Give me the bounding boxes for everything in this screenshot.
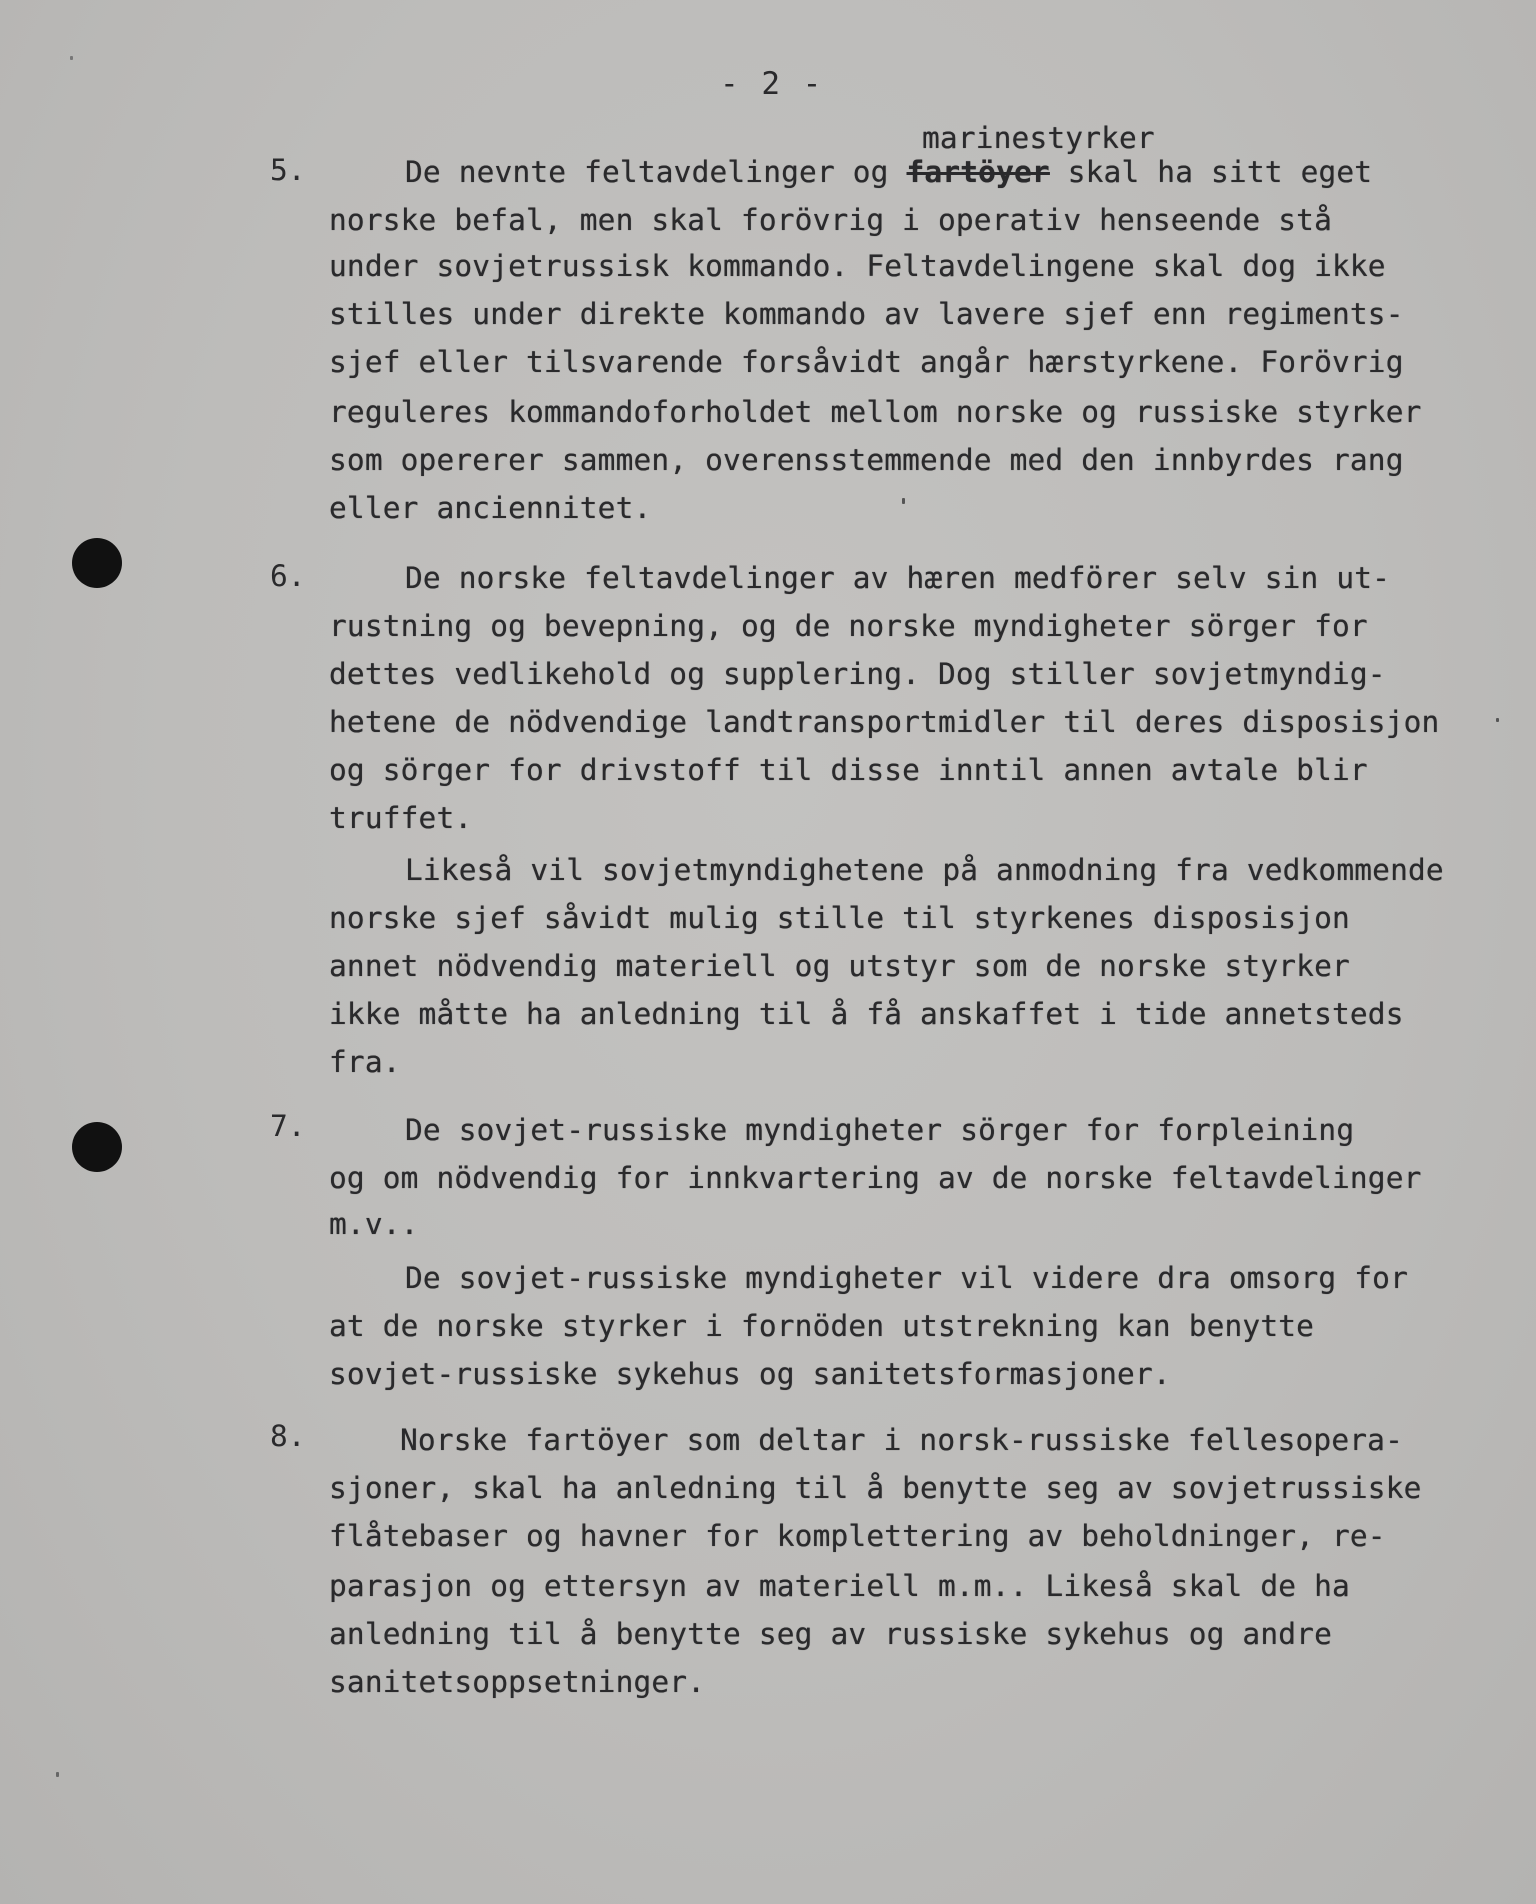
paragraph-number-6: 6. (270, 559, 306, 593)
paragraph-number-5: 5. (270, 153, 306, 187)
paragraph-7-line-2: og om nödvendig for innkvartering av de norske feltavdelinger (329, 1161, 1422, 1195)
paragraph-8-line-6: sanitetsoppsetninger. (329, 1665, 706, 1699)
page-number: - 2 - (720, 66, 824, 102)
struck-word: fartöyer (906, 155, 1050, 189)
punch-hole-lower (72, 1122, 122, 1172)
paragraph-6-line-2: rustning og bevepning, og de norske myndigheter sörger for (329, 609, 1368, 643)
paper-speck (70, 56, 73, 60)
paragraph-6-line-4: hetene de nödvendige landtransportmidler til deres disposisjon (329, 705, 1440, 739)
paragraph-7-line-4: De sovjet-russiske myndigheter vil videre dra omsorg for (405, 1261, 1408, 1295)
paragraph-7-line-6: sovjet-russiske sykehus og sanitetsformasjoner. (329, 1357, 1171, 1391)
paragraph-5-line-4: stilles under direkte kommando av lavere sjef enn regiments- (329, 297, 1404, 331)
paragraph-5-line-7: som opererer sammen, overensstemmende med den innbyrdes rang (329, 443, 1404, 477)
paragraph-6-line-11: fra. (329, 1045, 401, 1079)
paragraph-5-line-2: norske befal, men skal forövrig i operativ henseende stå (329, 203, 1332, 237)
paragraph-6-line-5: og sörger for drivstoff til disse inntil annen avtale blir (329, 753, 1368, 787)
paragraph-7-line-5: at de norske styrker i fornöden utstrekning kan benytte (329, 1309, 1315, 1343)
paragraph-5-line-8: eller anciennitet. (329, 491, 652, 525)
paragraph-6-line-6: truffet. (329, 801, 473, 835)
paragraph-6-line-9: annet nödvendig materiell og utstyr som de norske styrker (329, 949, 1350, 983)
paper-speck (902, 498, 905, 504)
paragraph-5-line-6: reguleres kommandoforholdet mellom norske og russiske styrker (329, 395, 1422, 429)
paragraph-5-line-5: sjef eller tilsvarende forsåvidt angår hærstyrkene. Forövrig (329, 345, 1404, 379)
paragraph-6-line-7: Likeså vil sovjetmyndighetene på anmodning fra vedkommende (405, 853, 1444, 887)
paragraph-8-line-3: flåtebaser og havner for komplettering av beholdninger, re- (329, 1519, 1386, 1553)
paragraph-8-line-2: sjoner, skal ha anledning til å benytte seg av sovjetrussiske (329, 1471, 1422, 1505)
paragraph-6-line-1: De norske feltavdelinger av hæren medförer selv sin ut- (405, 561, 1391, 595)
paragraph-8-line-1: Norske fartöyer som deltar i norsk-russiske fellesopera- (400, 1423, 1403, 1457)
paragraph-6-line-3: dettes vedlikehold og supplering. Dog stiller sovjetmyndig- (329, 657, 1386, 691)
paragraph-6-line-10: ikke måtte ha anledning til å få anskaffet i tide annetsteds (329, 997, 1404, 1031)
paragraph-5-line-1 (405, 155, 1373, 189)
paragraph-number-7: 7. (270, 1109, 306, 1143)
punch-hole-upper (72, 538, 122, 588)
paragraph-7-line-1: De sovjet-russiske myndigheter sörger for forpleining (405, 1113, 1355, 1147)
paragraph-8-line-5: anledning til å benytte seg av russiske sykehus og andre (329, 1617, 1332, 1651)
insertion-text: marinestyrker (922, 121, 1155, 155)
paragraph-8-line-4: parasjon og ettersyn av materiell m.m.. Likeså skal de ha (329, 1569, 1350, 1603)
paper-speck (56, 1772, 59, 1777)
paragraph-5-line-1a: De nevnte feltavdelinger og (405, 155, 889, 189)
paragraph-number-8: 8. (270, 1419, 306, 1453)
paragraph-5-line-1b: skal ha sitt eget (1067, 155, 1373, 189)
paragraph-7-line-3: m.v.. (329, 1207, 419, 1241)
paper-speck (1496, 718, 1499, 722)
paragraph-6-line-8: norske sjef såvidt mulig stille til styrkenes disposisjon (329, 901, 1350, 935)
paragraph-5-line-3: under sovjetrussisk kommando. Feltavdelingene skal dog ikke (329, 249, 1386, 283)
